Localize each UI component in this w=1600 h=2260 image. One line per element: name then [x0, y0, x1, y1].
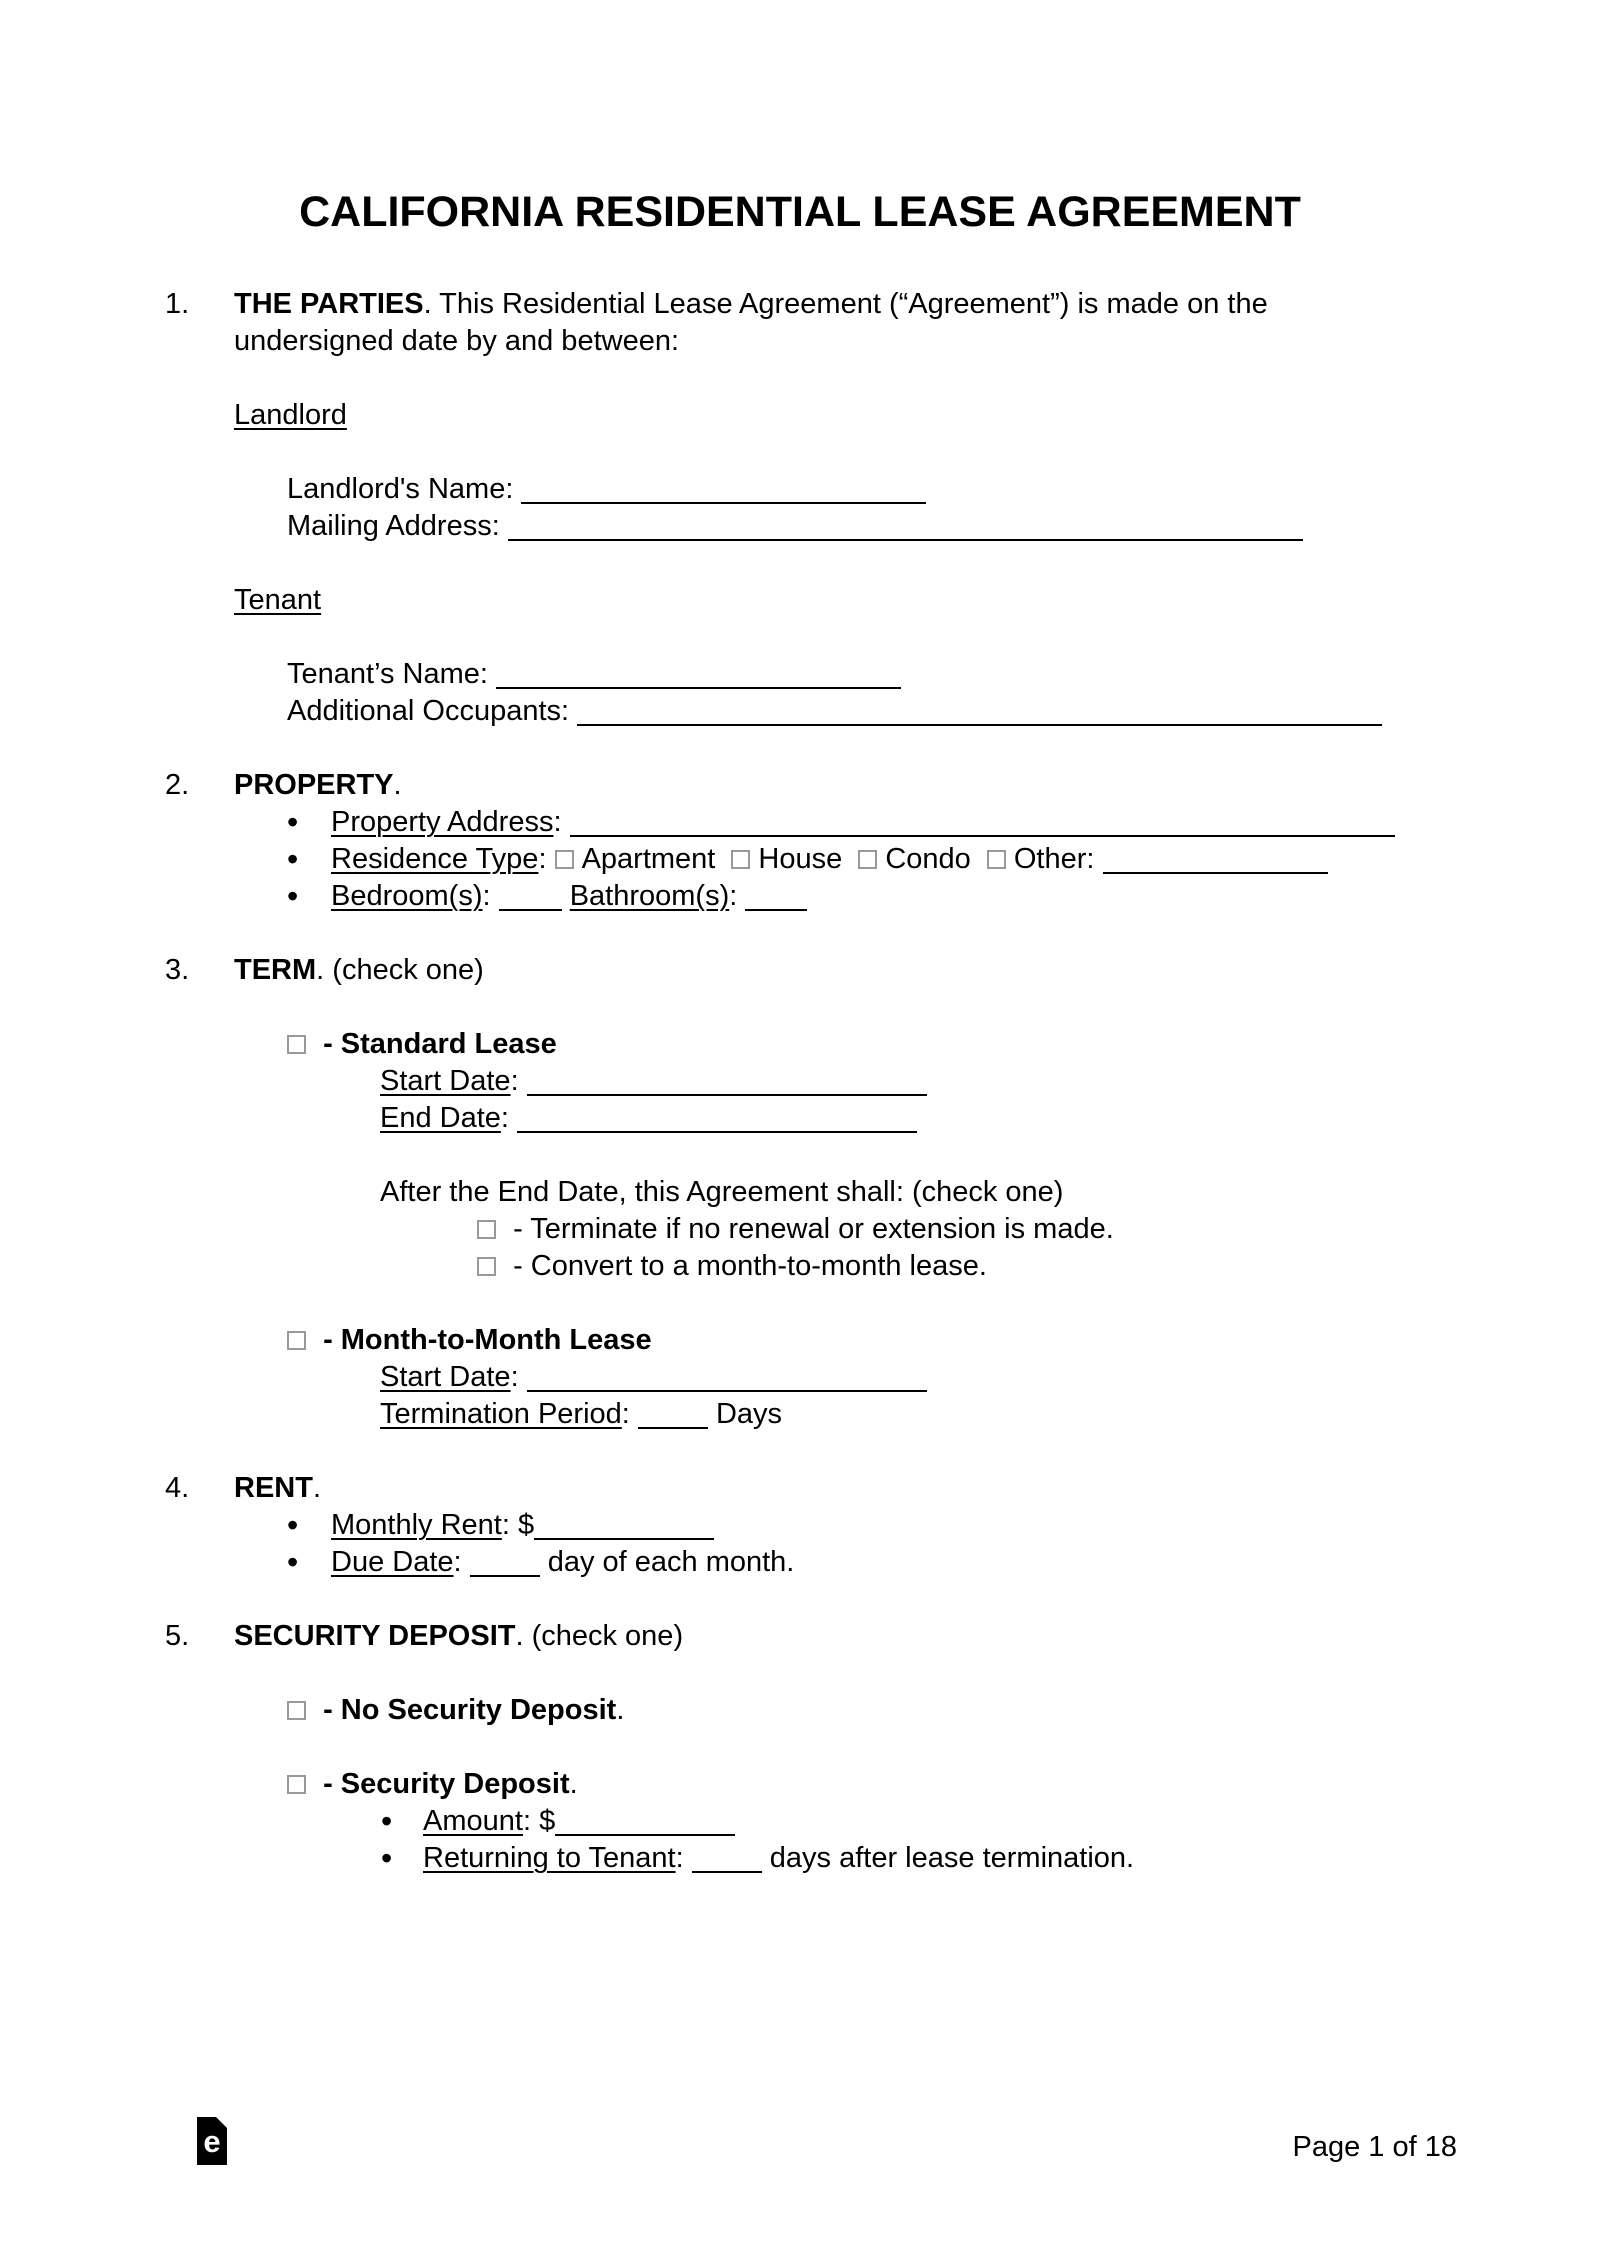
section-rent: [0, 1470, 1600, 1507]
field-mtm-start-date: Start Date:: [380, 1359, 1600, 1396]
option-apartment: Apartment: [581, 843, 716, 875]
standard-lease-row: [287, 1026, 1600, 1063]
convert-option-label: - Convert to a month-to-month lease.: [513, 1250, 987, 1282]
due-date-suffix: day of each month.: [547, 1546, 795, 1578]
checkbox-terminate[interactable]: [477, 1220, 496, 1239]
tenant-name-label: Tenant’s Name:: [287, 658, 488, 690]
bullet-residence-type: • Residence Type: Apartment House Condo Other:: [287, 841, 1600, 878]
days-suffix: Days: [715, 1398, 783, 1430]
checkbox-month-to-month[interactable]: [287, 1331, 306, 1350]
standard-start-date-blank[interactable]: [527, 1084, 927, 1096]
checkbox-other[interactable]: [987, 850, 1006, 869]
month-to-month-label: - Month-to-Month Lease: [323, 1324, 652, 1356]
term-heading-row: [234, 952, 1600, 989]
landlord-header: Landlord: [234, 399, 347, 431]
property-address-blank[interactable]: [570, 825, 1395, 837]
start-date-label: Start Date: [380, 1065, 511, 1097]
checkbox-convert[interactable]: [477, 1257, 496, 1276]
checkbox-condo[interactable]: [858, 850, 877, 869]
bullet-monthly-rent: • Monthly Rent: $: [287, 1507, 1600, 1544]
dollar-sign: $: [517, 1509, 535, 1541]
terminate-option-row: [477, 1211, 1600, 1248]
term-check-one: . (check one): [316, 954, 484, 986]
tenant-header: Tenant: [234, 584, 322, 616]
returning-blank[interactable]: [692, 1861, 762, 1873]
eforms-logo-letter: e: [203, 2124, 221, 2159]
section-number: 5.: [165, 1620, 190, 1652]
after-end-date-text: After the End Date, this Agreement shall: (check one): [380, 1176, 1064, 1208]
option-condo: Condo: [885, 843, 971, 875]
page-number: Page 1 of 18: [1292, 2131, 1457, 2163]
parties-intro: [234, 286, 1374, 360]
field-tenant-name: [287, 656, 1600, 693]
due-date-blank[interactable]: [470, 1565, 540, 1577]
deposit-check-one: . (check one): [515, 1620, 684, 1652]
section-number: 2.: [165, 769, 190, 801]
section-parties: [0, 286, 1600, 730]
checkbox-house[interactable]: [731, 850, 750, 869]
section-number: 4.: [165, 1472, 190, 1504]
bullet-property-address: • Property Address:: [287, 804, 1600, 841]
bathrooms-blank[interactable]: [745, 899, 807, 911]
mtm-start-date-label: Start Date: [380, 1361, 511, 1393]
bullet-due-date: • Due Date: day of each month.: [287, 1544, 1600, 1581]
property-address-label: Property Address: [331, 806, 554, 838]
security-deposit-label: - Security Deposit: [323, 1768, 570, 1800]
mtm-start-date-blank[interactable]: [527, 1380, 927, 1392]
section-number: 1.: [165, 288, 190, 320]
residence-type-label: Residence Type: [331, 843, 539, 875]
checkbox-security-deposit[interactable]: [287, 1775, 306, 1794]
additional-occupants-label: Additional Occupants:: [287, 695, 570, 727]
page-title: CALIFORNIA RESIDENTIAL LEASE AGREEMENT: [299, 188, 1301, 236]
field-termination-period: Termination Period: Days: [380, 1398, 783, 1430]
parties-heading: THE PARTIES: [234, 288, 424, 320]
landlord-name-blank[interactable]: [521, 492, 926, 504]
additional-occupants-blank[interactable]: [577, 714, 1382, 726]
section-property: [0, 767, 1600, 804]
option-other: Other:: [1013, 843, 1095, 875]
no-security-deposit-row: - No Security Deposit.: [287, 1692, 1600, 1729]
section-number: 3.: [165, 954, 190, 986]
property-heading-row: PROPERTY.: [234, 769, 402, 801]
deposit-heading-row: [234, 1618, 1600, 1655]
other-blank[interactable]: [1103, 862, 1328, 874]
tenant-name-blank[interactable]: [496, 677, 901, 689]
field-additional-occupants: [287, 693, 1600, 730]
termination-period-label: Termination Period: [380, 1398, 622, 1430]
rent-heading-row: RENT.: [234, 1472, 322, 1504]
deposit-heading: SECURITY DEPOSIT: [234, 1620, 516, 1652]
convert-option-row: [477, 1248, 1600, 1285]
bedrooms-blank[interactable]: [499, 899, 562, 911]
field-mailing-address: [287, 508, 1600, 545]
bullet-returning-to-tenant: • Returning to Tenant: days after lease termination.: [381, 1840, 1600, 1877]
term-heading: TERM: [234, 954, 317, 986]
returning-suffix: days after lease termination.: [769, 1842, 1135, 1874]
mailing-address-blank[interactable]: [508, 529, 1303, 541]
monthly-rent-label: Monthly Rent: [331, 1509, 502, 1541]
eforms-logo: [197, 2117, 227, 2165]
parties-intro-text: . This Residential Lease Agreement (“Agreement”) is made on the undersigned date by and between:: [234, 288, 1268, 357]
standard-lease-label: - Standard Lease: [323, 1028, 557, 1060]
standard-end-date-blank[interactable]: [517, 1121, 917, 1133]
field-standard-end-date: End Date:: [380, 1100, 1600, 1137]
bathrooms-label: Bathroom(s): [569, 880, 730, 912]
month-to-month-row: [287, 1322, 1600, 1359]
field-landlord-name: [287, 471, 1600, 508]
amount-blank[interactable]: [555, 1824, 735, 1836]
dollar-sign: $: [539, 1805, 556, 1837]
field-standard-start-date: Start Date:: [380, 1063, 1600, 1100]
end-date-label: End Date: [380, 1102, 501, 1134]
option-house: House: [758, 843, 843, 875]
section-term: [0, 952, 1600, 989]
security-deposit-row: - Security Deposit.: [287, 1766, 1600, 1803]
property-heading: PROPERTY: [234, 769, 394, 801]
document-page: [0, 190, 1600, 2260]
terminate-option-label: - Terminate if no renewal or extension is made.: [513, 1213, 1114, 1245]
checkbox-apartment[interactable]: [555, 850, 574, 869]
due-date-label: Due Date: [331, 1546, 454, 1578]
checkbox-standard-lease[interactable]: [287, 1035, 306, 1054]
termination-period-blank[interactable]: [638, 1417, 708, 1429]
monthly-rent-blank[interactable]: [534, 1528, 714, 1540]
mailing-address-label: Mailing Address:: [287, 510, 500, 542]
bullet-bedrooms-bathrooms: • Bedroom(s): Bathroom(s):: [287, 878, 1600, 915]
no-security-deposit-label: - No Security Deposit: [323, 1694, 617, 1726]
bullet-amount: • Amount: $: [381, 1803, 1600, 1840]
section-security-deposit: [0, 1618, 1600, 1655]
returning-label: Returning to Tenant: [423, 1842, 676, 1874]
rent-heading: RENT: [234, 1472, 313, 1504]
amount-label: Amount: [423, 1805, 523, 1837]
checkbox-no-security-deposit[interactable]: [287, 1701, 306, 1720]
landlord-name-label: Landlord's Name:: [287, 473, 514, 505]
bedrooms-label: Bedroom(s): [331, 880, 483, 912]
